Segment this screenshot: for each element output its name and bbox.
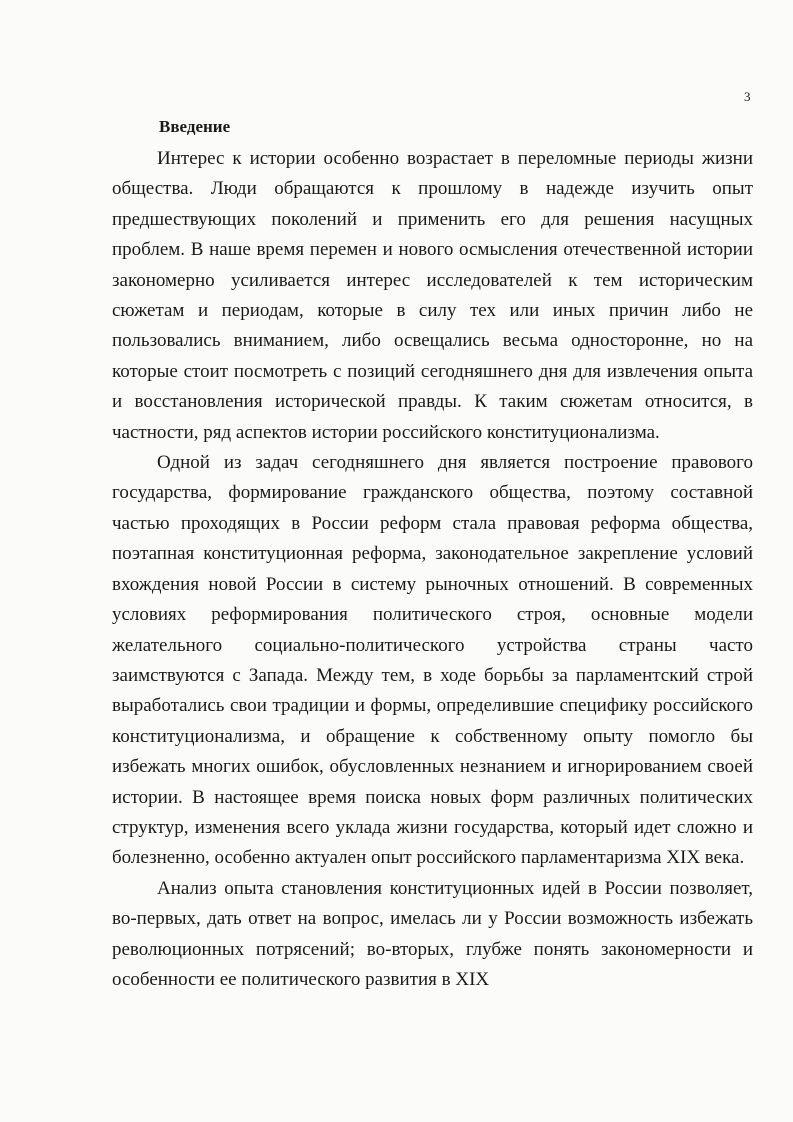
paragraph: Анализ опыта становления конституционных идей в России позволяет, во-первых, дать ответ на вопрос, имелась ли у России возможность избежать революционных потрясений; во-вторых, глубже понять закономерности и особенности ее политического развития в XIX <box>112 877 753 990</box>
page-number: 3 <box>744 89 751 104</box>
section-heading: Введение <box>159 117 231 136</box>
paragraph: Интерес к истории особенно возрастает в переломные периоды жизни общества. Люди обращаются к прошлому в надежде изучить опыт предшествующих поколений и применить его для решения насущных проблем. В наше время перемен и нового осмысления отечественной истории закономерно усиливается интерес исследователей к тем историческим сюжетам и периодам, которые в силу тех или иных причин либо не пользовались вниманием, либо освещались весьма односторонне, но на которые стоит посмотреть с позиций сегодняшнего дня для извлечения опыта и восстановления исторической правды. К таким сюжетам относится, в частности, ряд аспектов истории российского конституционализма. <box>112 148 753 443</box>
body-text <box>112 144 753 995</box>
paragraph: Одной из задач сегодняшнего дня является построение правового государства, формирование гражданского общества, поэтому составной частью проходящих в России реформ стала правовая реформа общества, поэтапная конституционная реформа, законодательное закрепление условий вхождения новой России в систему рыночных отношений. В современных условиях реформирования политического строя, основные модели желательного социально-политического устройства страны часто заимствуются с Запада. Между тем, в ходе борьбы за парламентский строй выработались свои традиции и формы, определившие специфику российского конституционализма, и обращение к собственному опыту помогло бы избежать многих ошибок, обусловленных незнанием и игнорированием своей истории. В настоящее время поиска новых форм различных политических структур, изменения всего уклада жизни государства, который идет сложно и болезненно, особенно актуален опыт российского парламентаризма XIX века. <box>112 452 753 869</box>
